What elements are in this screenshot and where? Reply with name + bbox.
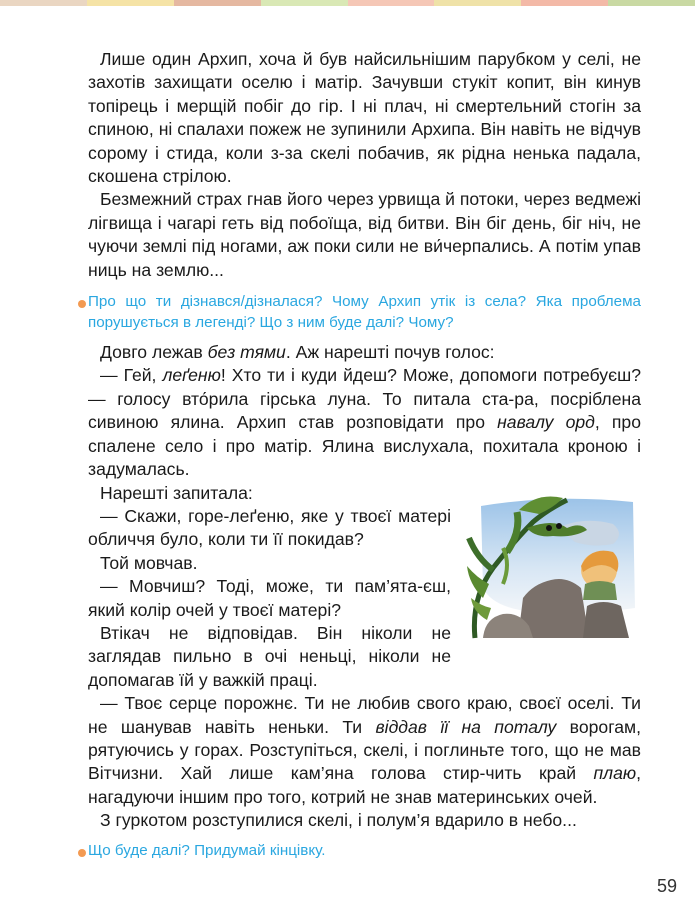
stripe-segment — [521, 0, 608, 6]
stripe-segment — [261, 0, 348, 6]
italic-term: віддав її на поталу — [375, 716, 557, 737]
question-block — [88, 292, 641, 333]
paragraph: Нарешті запитала: — [100, 482, 253, 503]
italic-term: навалу орд — [497, 412, 595, 433]
paragraph: Безмежний страх гнав його через урвища й потоки, через ведмежі лігвища і чагарі геть від побоїща, від битви. Він біг день, біг ніч, не чуючи землі під ногами, аж поки сили не ви́черпались. А потім упав ниць на землю... — [88, 189, 641, 280]
stripe-segment — [174, 0, 261, 6]
text-run: — Твоє серце порожнє. Ти не любив свого краю, своєї оселі. Ти не шанував навіть неньки. Ти — [88, 693, 641, 737]
stripe-segment — [87, 0, 174, 6]
question-block — [88, 841, 641, 862]
page-number: 59 — [656, 876, 677, 896]
bullet-icon — [78, 849, 86, 857]
page-content — [88, 48, 641, 869]
paragraph: Той мовчав. — [100, 552, 198, 573]
italic-term: без тями — [207, 342, 286, 363]
bullet-icon — [78, 300, 86, 308]
text-run: , про спалене село і про матір. Ялина вислухала, похитала кроною і задумалась. — [88, 412, 641, 480]
paragraph: З гуркотом розступилися скелі, і полум’я вдарило в небо... — [100, 810, 577, 831]
paragraph: — Мовчиш? Тоді, може, ти пам’ята-єш, який колір очей у твоєї матері? — [88, 576, 451, 620]
top-color-stripe — [0, 0, 695, 6]
question-text: Про що ти дізнався/дізналася? Чому Архип утік із села? Яка проблема порушується в легенді? Що з ним буде далі? Чому? — [88, 293, 641, 331]
text-run: — Гей, — [100, 365, 163, 386]
paragraph: Втікач не відповідав. Він ніколи не заглядав пильно в очі неньці, ніколи не допомагав їй у важкій праці. — [88, 622, 451, 690]
text-run: . Аж нарешті почув голос: — [285, 342, 495, 363]
stripe-segment — [434, 0, 521, 6]
question-text: Що буде далі? Придумай кінцівку. — [88, 841, 326, 859]
paragraph — [88, 692, 641, 809]
fir-tree-illustration — [463, 488, 641, 646]
illustrated-section — [88, 482, 641, 693]
text-run: Довго лежав — [100, 342, 208, 363]
stripe-segment — [608, 0, 695, 6]
paragraph — [88, 341, 641, 364]
paragraph — [88, 364, 641, 481]
stripe-segment — [348, 0, 435, 6]
text-run: ворогам, рятуючись у горах. Розступіться, скелі, і поглиньте того, що не мав Вітчизни. Хай лише кам’яна голова стир-чить край — [88, 716, 641, 784]
paragraph: — Скажи, горе-леґеню, яке у твоєї матері обличчя було, коли ти її покидав? — [88, 505, 451, 550]
italic-term: леґеню — [162, 365, 221, 386]
text-run: ! Хто ти і куди йдеш? Може, допомоги потребуєш? — голосу вто́рила гірська луна. То питала ста-ра, посріблена сивиною ялина. Архип став розповідати про — [88, 365, 641, 433]
paragraph: Лише один Архип, хоча й був найсильнішим парубком у селі, не захотів захищати оселю і матір. Зачувши стукіт копит, він кинув топірець і мерщій побіг до гір. І ні плач, ні смертельний стогін за спиною, ні спалахи пожеж не зупинили Архипа. Він навіть не відчув сорому і стида, коли з-за скелі побачив, як рідна ненька падала, скошена стрілою. — [88, 49, 641, 187]
text-run: , нагадуючи іншим про того, котрий не знав материнських очей. — [88, 763, 641, 807]
stripe-segment — [0, 0, 87, 6]
italic-term: плаю — [593, 763, 637, 784]
